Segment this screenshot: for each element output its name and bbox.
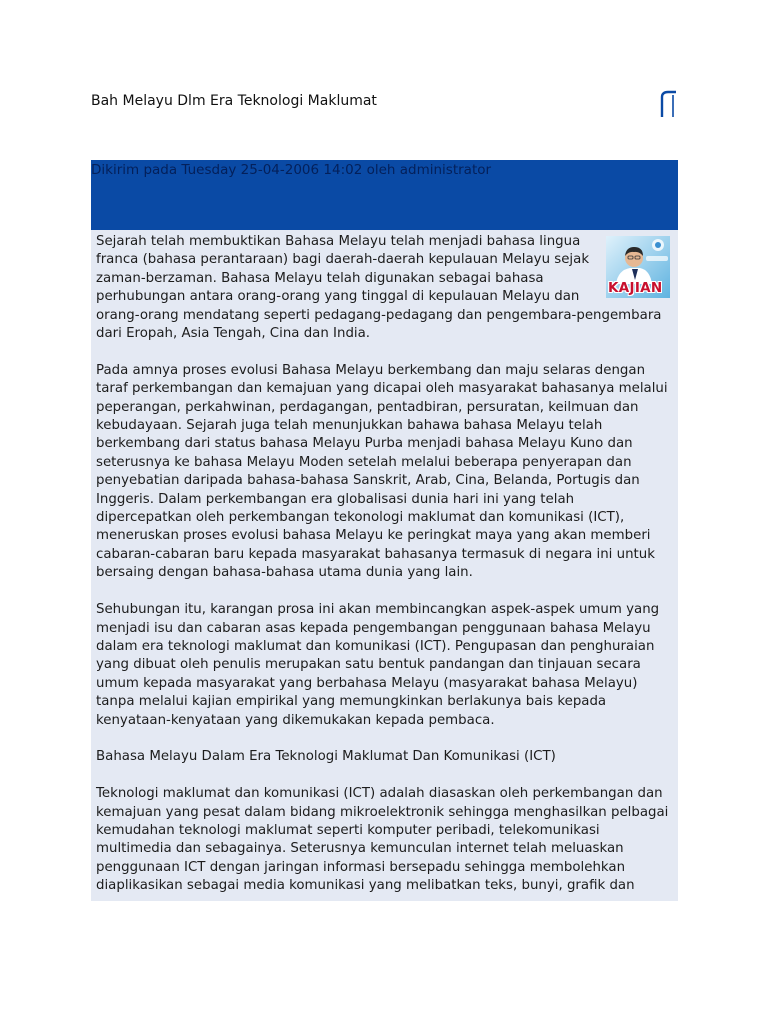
kajian-thumbnail (606, 236, 670, 298)
paragraph: Sejarah telah membuktikan Bahasa Melayu telah menjadi bahasa lingua franca (bahasa perantaraan) bagi daerah-daerah kepulauan Melayu sejak zaman-berzaman. Bahasa Melayu telah digunakan sebagai bahasa perhubungan antara orang-orang yang tinggal di kepulauan Melayu dan orang-orang mendatang seperti pedagang-pedagang dan pengembara-pengembara dari Eropah, Asia Tengah, Cina dan India. (96, 234, 662, 342)
post-meta-text: Dikirim pada Tuesday 25-04-2006 14:02 oleh administrator (91, 162, 492, 178)
paragraph: Sehubungan itu, karangan prosa ini akan membincangkan aspek-aspek umum yang menjadi isu dan cabaran asas kepada pengembangan penggunaan bahasa Melayu dalam era teknologi maklumat dan komunikasi (ICT). Pengupasan dan penghuraian yang dibuat oleh penulis merupakan satu bentuk pandangan dan tinjauan secara umum kepada masyarakat yang berbahasa Melayu (masyarakat bahasa Melayu) tanpa melalui kajian empirikal yang memungkinkan berlakunya bais kepada kenyataan-kenyataan yang dikemukakan kepada pembaca. (96, 602, 660, 728)
thumbnail-label: KAJIAN (608, 280, 663, 296)
paragraph: Pada amnya proses evolusi Bahasa Melayu berkembang dan maju selaras dengan taraf perkembangan dan kemajuan yang dicapai oleh masyarakat bahasanya melalui peperangan, perkahwinan, perdagangan, pentadbiran, persuratan, keilmuan dan kebudayaan. Sejarah juga telah menunjukkan bahawa bahasa Melayu telah berkembang dari status bahasa Melayu Purba menjadi bahasa Melayu Kuno dan seterusnya ke bahasa Melayu Moden setelah melalui beberapa penyerapan dan penyebatian daripada bahasa-bahasa Sanskrit, Arab, Cina, Belanda, Portugis dan Inggeris. Dalam perkembangan era globalisasi dunia hari ini yang telah dipercepatkan oleh perkembangan tekonologi maklumat dan komunikasi (ICT), meneruskan proses evolusi bahasa Melayu ke peringkat maya yang akan memberi cabaran-cabaran baru kepada masyarakat bahasanya termasuk di negara ini untuk bersaing dengan bahasa-bahasa utama dunia yang lain. (96, 362, 668, 581)
article-body (91, 230, 678, 901)
document-title: Bah Melayu Dlm Era Teknologi Maklumat (91, 93, 377, 109)
section-heading: Bahasa Melayu Dalam Era Teknologi Maklumat Dan Komunikasi (ICT) (96, 749, 556, 765)
post-meta-banner (91, 160, 678, 230)
paragraph: Teknologi maklumat dan komunikasi (ICT) adalah diasaskan oleh perkembangan dan kemajuan yang pesat dalam bidang mikroelektronik sehingga menghasilkan pelbagai kemudahan teknologi maklumat seperti komputer peribadi, telekomunikasi multimedia dan sebagainya. Seterusnya kemunculan internet telah meluaskan penggunaan ICT dengan jaringan informasi bersepadu sehingga membolehkan diaplikasikan sebagai media komunikasi yang melibatkan teks, bunyi, grafik dan (96, 786, 669, 894)
publisher-logo-icon (659, 89, 679, 119)
